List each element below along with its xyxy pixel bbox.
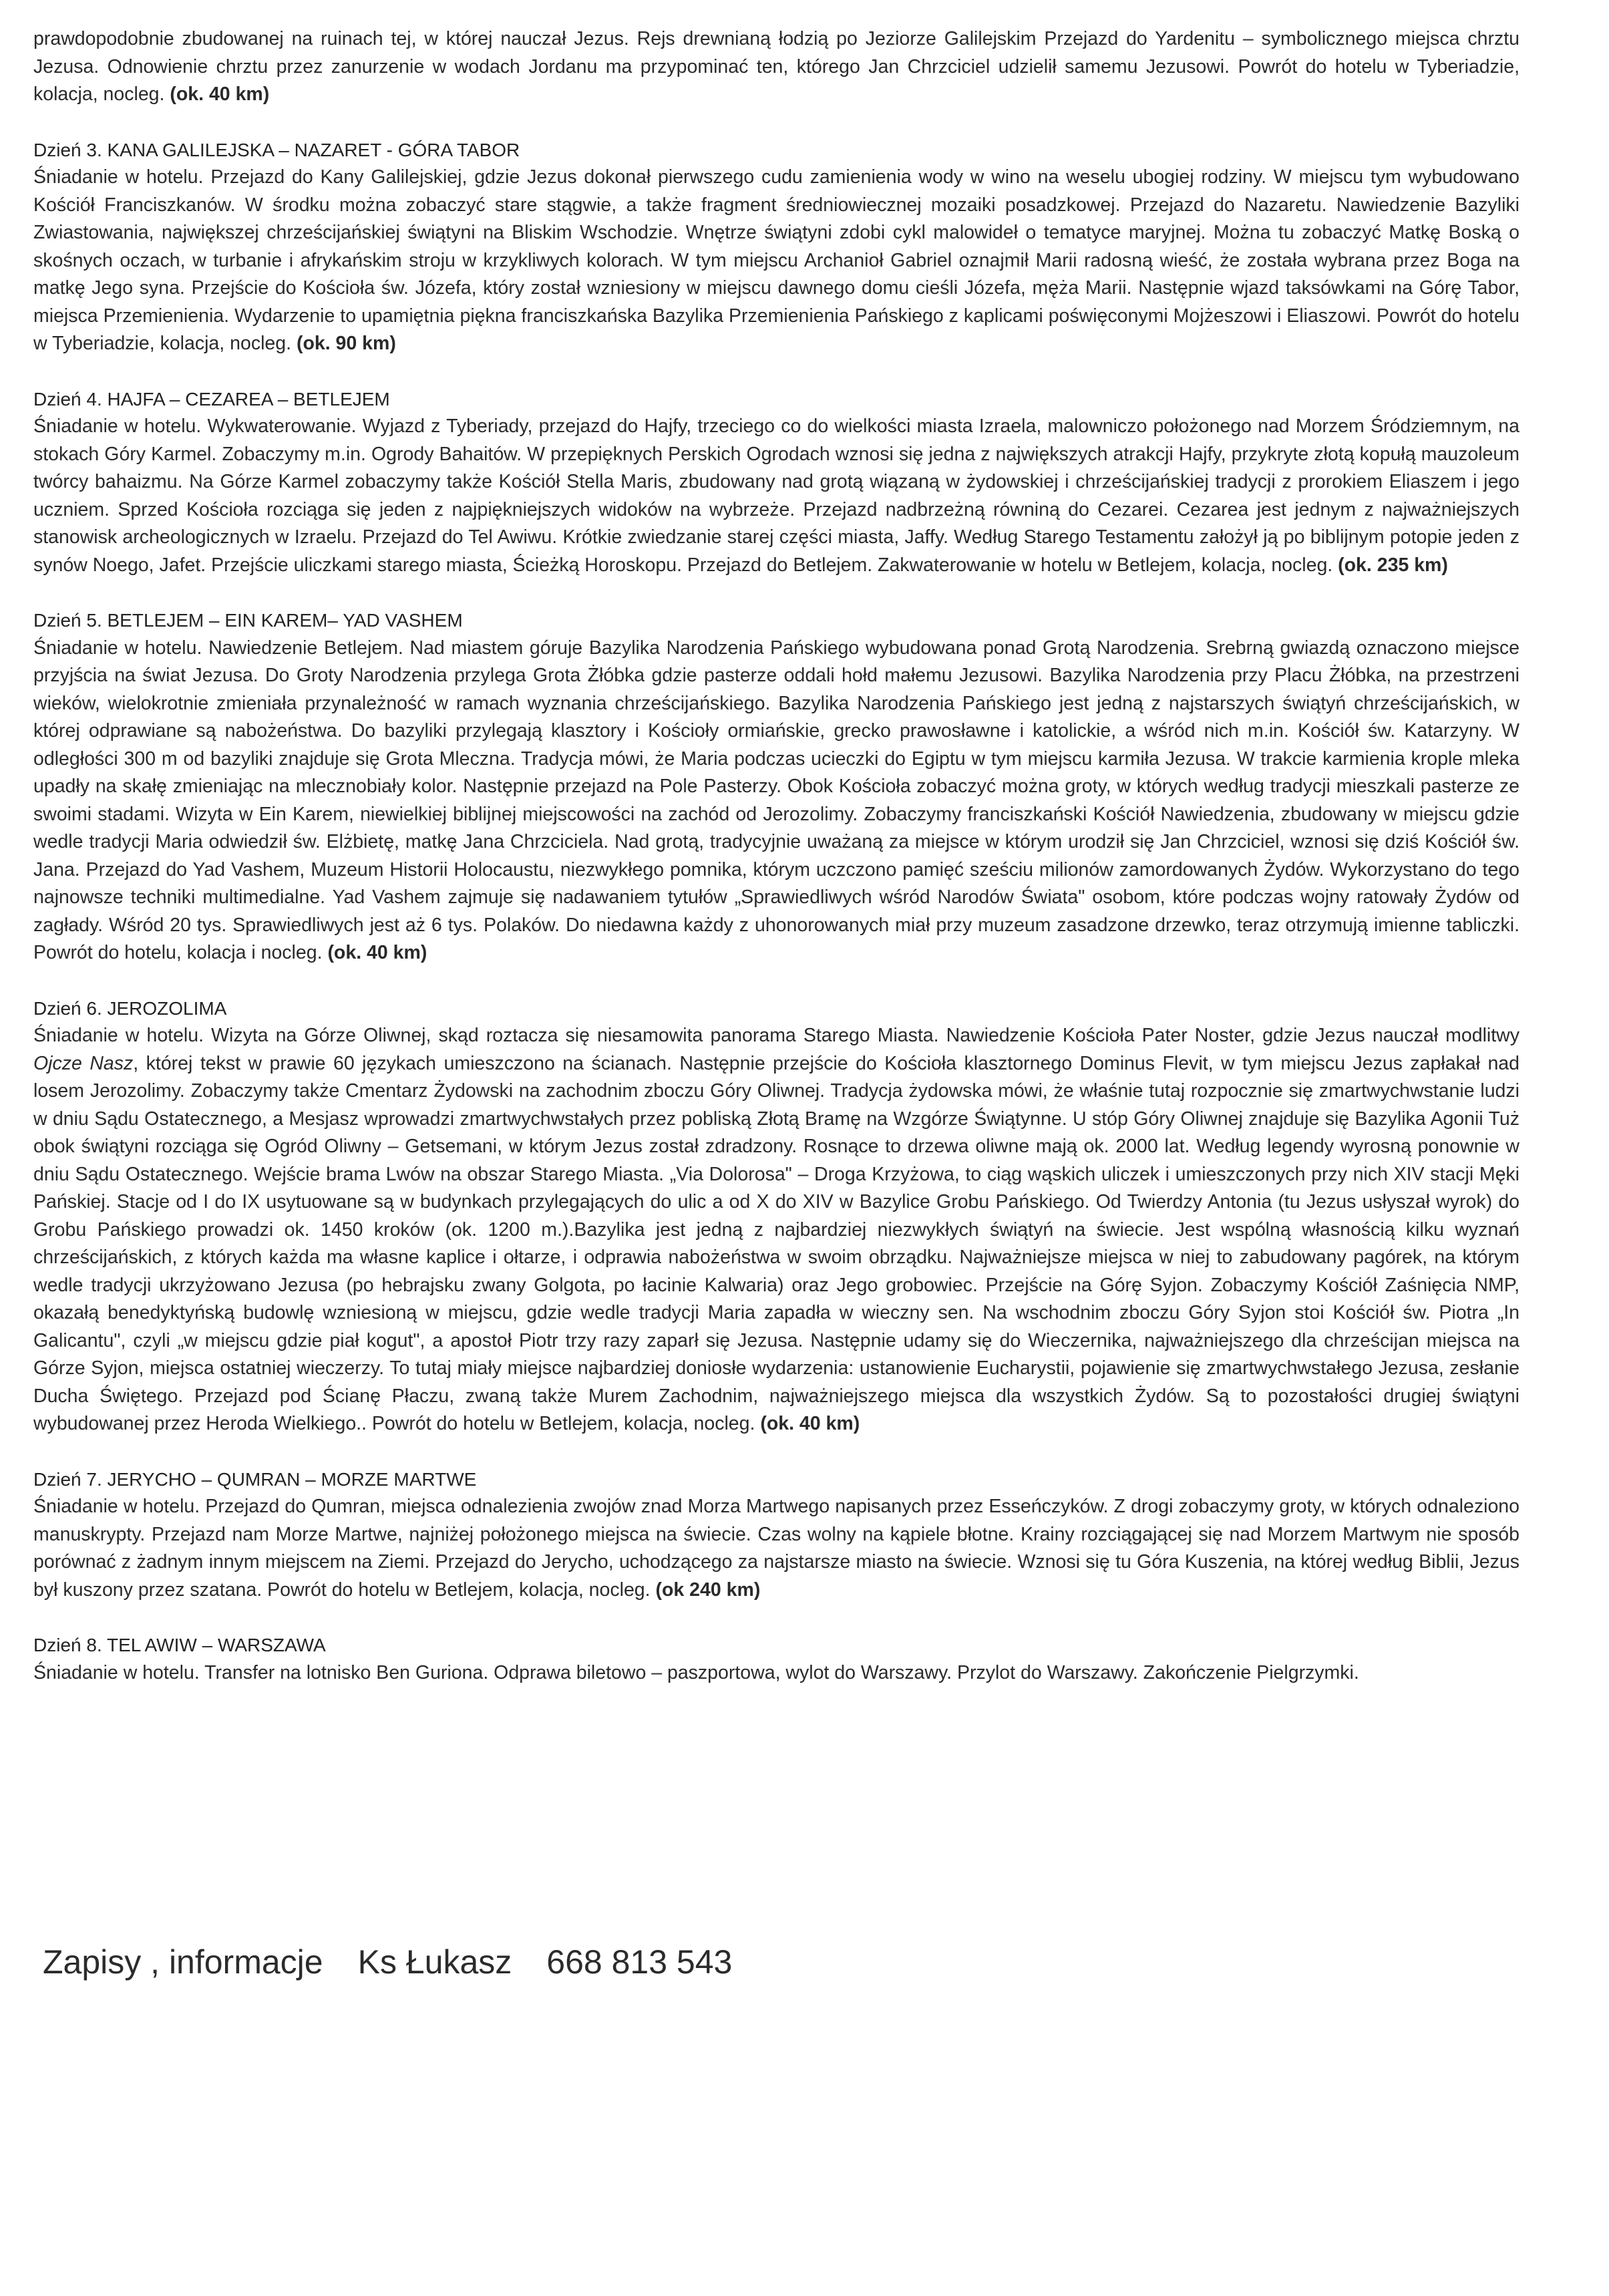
day-5-text: Śniadanie w hotelu. Nawiedzenie Betlejem. Nad miastem góruje Bazylika Narodzenia Pańskiego wybudowana ponad Grotą Narodzenia. Srebrną gwiazdą oznaczono miejsce przyjścia na świat Jezusa. Do Groty Narodzenia przylega Grota Żłóbka gdzie pasterze oddali hołd małemu Jezusowi. Bazylika Narodzenia przy Placu Żłóbka, na przestrzeni wieków, wielokrotnie zmieniała przynależność w ramach wyznania chrześcijańskiego. Bazylika Narodzenia Pańskiego jest jedną z najstarszych świątyń chrześcijańskich, w której odprawiane są nabożeństwa. Do bazyliki przylegają klasztory i Kościoły ormiańskie, grecko prawosławne i katolickie, a wśród nich m.in. Kościół św. Katarzyny. W odległości 300 m od bazyliki znajduje się Grota Mleczna. Tradycja mówi, że Maria podczas ucieczki do Egiptu w tym miejscu karmiła Jezusa. W trakcie karmienia krople mleka upadły na skałę zmieniając na mlecznobiały kolor. Następnie przejazd na Pole Pasterzy. Obok Kościoła zobaczyć można groty, w których według tradycji mieszkali pasterze ze swoimi stadami. Wizyta w Ein Karem, niewielkiej biblijnej miejscowości na zachód od Jerozolimy. Zobaczymy franciszkański Kościół Nawiedzenia, zbudowany w miejscu gdzie wedle tradycji Maria odwiedził św. Elżbietę, matkę Jana Chrzciciela. Nad grotą, tradycyjnie uważaną za miejsce w którym urodził się Jan Chrzciciel, wznosi się dziś Kościół św. Jana. Przejazd do Yad Vashem, Muzeum Historii Holocaustu, niezwykłego pomnika, którym uczczono pamięć sześciu milionów zamordowanych Żydów. Wykorzystano do tego najnowsze techniki multimedialne. Yad Vashem zajmuje się nadawaniem tytułów „Sprawiedliwych wśród Narodów Świata" osobom, które podczas wojny ratowały Żydów od zagłady. Wśród 20 tys. Sprawiedliwych jest aż 6 tys. Polaków. Do niedawna każdy z uhonorowanych miał przy muzeum zasadzone drzewko, teraz otrzymują imienne tabliczki. Powrót do hotelu, kolacja i nocleg. <box>33 637 1519 963</box>
intro-text: prawdopodobnie zbudowanej na ruinach tej, w której nauczał Jezus. Rejs drewnianą łodzią po Jeziorze Galilejskim Przejazd do Yardenitu – symbolicznego miejsca chrztu Jezusa. Odnowienie chrztu przez zanurzenie w wodach Jordanu ma przypominać ten, którego Jan Chrzciciel udzielił samemu Jezusowi. Powrót do hotelu w Tyberiadzie, kolacja, nocleg. <box>33 28 1519 105</box>
day-6-section <box>33 995 1519 1438</box>
day-3-title: Dzień 3. KANA GALILEJSKA – NAZARET - GÓRA TABOR <box>33 139 520 160</box>
contact-phone: 668 813 543 <box>546 1943 733 1981</box>
day-7-title: Dzień 7. JERYCHO – QUMRAN – MORZE MARTWE <box>33 1468 477 1490</box>
contact-label: Zapisy , informacje <box>43 1943 323 1981</box>
day-8-title: Dzień 8. TEL AWIW – WARSZAWA <box>33 1635 326 1655</box>
day-7-section <box>33 1466 1519 1605</box>
day-5-description <box>33 635 1519 967</box>
day-6-title: Dzień 6. JEROZOLIMA <box>33 997 227 1019</box>
day-7-description <box>33 1493 1519 1604</box>
intro-distance: (ok. 40 km) <box>170 84 270 105</box>
day-6-text-before: Śniadanie w hotelu. Wizyta na Górze Oliwnej, skąd roztacza się niesamowita panorama Starego Miasta. Nawiedzenie Kościoła Pater Noster, gdzie Jezus nauczał modlitwy <box>33 1025 1519 1046</box>
day-5-section <box>33 607 1519 967</box>
day-8-text: Śniadanie w hotelu. Transfer na lotnisko Ben Guriona. Odprawa biletowo – paszportowa, wylot do Warszawy. Przylot do Warszawy. Zakończenie Pielgrzymki. <box>33 1661 1359 1683</box>
day-6-distance: (ok. 40 km) <box>760 1413 860 1434</box>
day-4-description <box>33 413 1519 579</box>
day-8-description <box>33 1659 1519 1687</box>
day-4-text: Śniadanie w hotelu. Wykwaterowanie. Wyjazd z Tyberiady, przejazd do Hajfy, trzeciego co do wielkości miasta Izraela, malowniczo położonego nad Morzem Śródziemnym, na stokach Góry Karmel. Zobaczymy m.in. Ogrody Bahaitów. W przepięknych Perskich Ogrodach wznosi się jedna z największych atrakcji Hajfy, przykryte złotą kopułą mauzoleum twórcy bahaizmu. Na Górze Karmel zobaczymy także Kościół Stella Maris, zbudowany nad grotą wiązaną w żydowskiej i chrześcijańskiej tradycji z prorokiem Eliaszem i jego uczniem. Sprzed Kościoła rozciąga się jeden z najpiękniejszych widoków na wybrzeże. Przejazd nadbrzeżną równiną do Cezarei. Cezarea jest jednym z najważniejszych stanowisk archeologicznych w Izraelu. Przejazd do Tel Awiwu. Krótkie zwiedzanie starej części miasta, Jaffy. Według Starego Testamentu założył ją po biblijnym potopie jeden z synów Noego, Jafet. Przejście uliczkami starego miasta, Ścieżką Horoskopu. Przejazd do Betlejem. Zakwaterowanie w hotelu w Betlejem, kolacja, nocleg. <box>33 416 1519 576</box>
day-4-title: Dzień 4. HAJFA – CEZAREA – BETLEJEM <box>33 388 390 409</box>
day-3-text: Śniadanie w hotelu. Przejazd do Kany Galilejskiej, gdzie Jezus dokonał pierwszego cudu zamienienia wody w wino na weselu ubogiej rodziny. W miejscu tym wybudowano Kościół Franciszkanów. W środku można zobaczyć stare stągwie, a także fragment średniowiecznej mozaiki posadzkowej. Przejazd do Nazaretu. Nawiedzenie Bazyliki Zwiastowania, największej chrześcijańskiej świątyni na Bliskim Wschodzie. Wnętrze świątyni zdobi cykl malowideł o tematyce maryjnej. Można tu zobaczyć Matkę Boską o skośnych oczach, w turbanie i afrykańskim stroju w krzykliwych kolorach. W tym miejscu Archanioł Gabriel oznajmił Marii radosną wieść, że została wybrana przez Boga na matkę Jego syna. Przejście do Kościoła św. Józefa, który został wzniesiony w miejscu dawnego domu cieśli Józefa, męża Marii. Następnie wjazd taksówkami na Górę Tabor, miejsca Przemienienia. Wydarzenie to upamiętnia piękna franciszkańska Bazylika Przemienienia Pańskiego z kaplicami poświęconymi Mojżeszowi i Eliaszowi. Powrót do hotelu w Tyberiadzie, kolacja, nocleg. <box>33 166 1519 354</box>
day-3-distance: (ok. 90 km) <box>296 333 396 354</box>
itinerary-document <box>33 25 1519 1687</box>
day-7-text: Śniadanie w hotelu. Przejazd do Qumran, miejsca odnalezienia zwojów znad Morza Martwego napisanych przez Esseńczyków. Z drogi zobaczymy groty, w których odnaleziono manuskrypty. Przejazd nam Morze Martwe, najniżej położonego miejsca na świecie. Czas wolny na kąpiele błotne. Krainy rozciągającej się nad Morzem Martwym nie sposób porównać z żadnym innym miejscem na Ziemi. Przejazd do Jerycho, uchodzącego za najstarsze miasto na świecie. Wznosi się tu Góra Kuszenia, na której według Biblii, Jezus był kuszony przez szatana. Powrót do hotelu w Betlejem, kolacja, nocleg. <box>33 1496 1519 1601</box>
contact-line <box>43 1942 732 1982</box>
contact-name: Ks Łukasz <box>357 1943 512 1981</box>
day-8-section <box>33 1631 1519 1687</box>
day-7-distance: (ok 240 km) <box>655 1579 761 1601</box>
day-6-text: , której tekst w prawie 60 językach umieszczono na ścianach. Następnie przejście do Kościoła klasztornego Dominus Flevit, w tym miejscu Jezus zapłakał nad losem Jerozolimy. Zobaczymy także Cmentarz Żydowski na zachodnim zboczu Góry Oliwnej. Tradycja żydowska mówi, że właśnie tutaj rozpocznie się zmartwychwstanie ludzi w dniu Sądu Ostatecznego, a Mesjasz wprowadzi zmartwychwstałych przez pobliską Złotą Bramę na Wzgórze Świątynne. U stóp Góry Oliwnej znajduje się Bazylika Agonii Tuż obok świątyni rozciąga się Ogród Oliwny – Getsemani, w którym Jezus został zdradzony. Rosnące to drzewa oliwne mają ok. 2000 lat. Według legendy wyrosną ponownie w dniu Sądu Ostatecznego. Wejście brama Lwów na obszar Starego Miasta. „Via Dolorosa" – Droga Krzyżowa, to ciąg wąskich uliczek i umieszczonych przy nich XIV stacji Męki Pańskiej. Stacje od I do IX usytuowane są w budynkach przylegających do ulic a od X do XIV w Bazylice Grobu Pańskiego. Od Twierdzy Antonia (tu Jezus usłyszał wyrok) do Grobu Pańskiego prowadzi ok. 1450 kroków (ok. 1200 m.).Bazylika jest jedną z najbardziej niezwykłych świątyń na świecie. Jest wspólną własnością kilku wyznań chrześcijańskich, z których każda ma własne kaplice i ołtarze, i odprawia nabożeństwa w swoim obrządku. Najważniejsze miejsca w niej to zabudowany pagórek, na którym wedle tradycji ukrzyżowano Jezusa (po hebrajsku zwany Golgota, po łacinie Kalwaria) oraz Jego grobowiec. Przejście na Górę Syjon. Zobaczymy Kościół Zaśnięcia NMP, okazałą benedyktyńską budowlę wzniesioną w miejscu, gdzie wedle tradycji Maria zapadła w wieczny sen. Na wschodnim zboczu Góry Syjon stoi Kościół św. Piotra „In Galicantu", czyli „w miejscu gdzie piał kogut", a apostoł Piotr trzy razy zaparł się Jezusa. Następnie udamy się do Wieczernika, najważniejszego dla chrześcijan miejsca na Górze Syjon, miejsca ostatniej wieczerzy. To tutaj miały miejsce najbardziej doniosłe wydarzenia: ustanowienie Eucharystii, pojawienie się zmartwychwstałego Jezusa, zesłanie Ducha Świętego. Przejazd pod Ścianę Płaczu, zwaną także Murem Zachodnim, najważniejszego miejsca dla wszystkich Żydów. Są to pozostałości drugiej świątyni wybudowanej przez Heroda Wielkiego.. Powrót do hotelu w Betlejem, kolacja, nocleg. <box>33 1052 1519 1434</box>
day-3-section <box>33 136 1519 358</box>
day-6-description <box>33 1022 1519 1438</box>
day-4-distance: (ok. 235 km) <box>1338 554 1448 576</box>
day-3-description <box>33 164 1519 358</box>
day-4-section <box>33 385 1519 580</box>
day-5-distance: (ok. 40 km) <box>327 942 427 963</box>
intro-paragraph <box>33 25 1519 109</box>
day-5-title: Dzień 5. BETLEJEM – EIN KAREM– YAD VASHEM <box>33 610 463 631</box>
day-6-prayer-name: Ojcze Nasz <box>33 1052 134 1074</box>
